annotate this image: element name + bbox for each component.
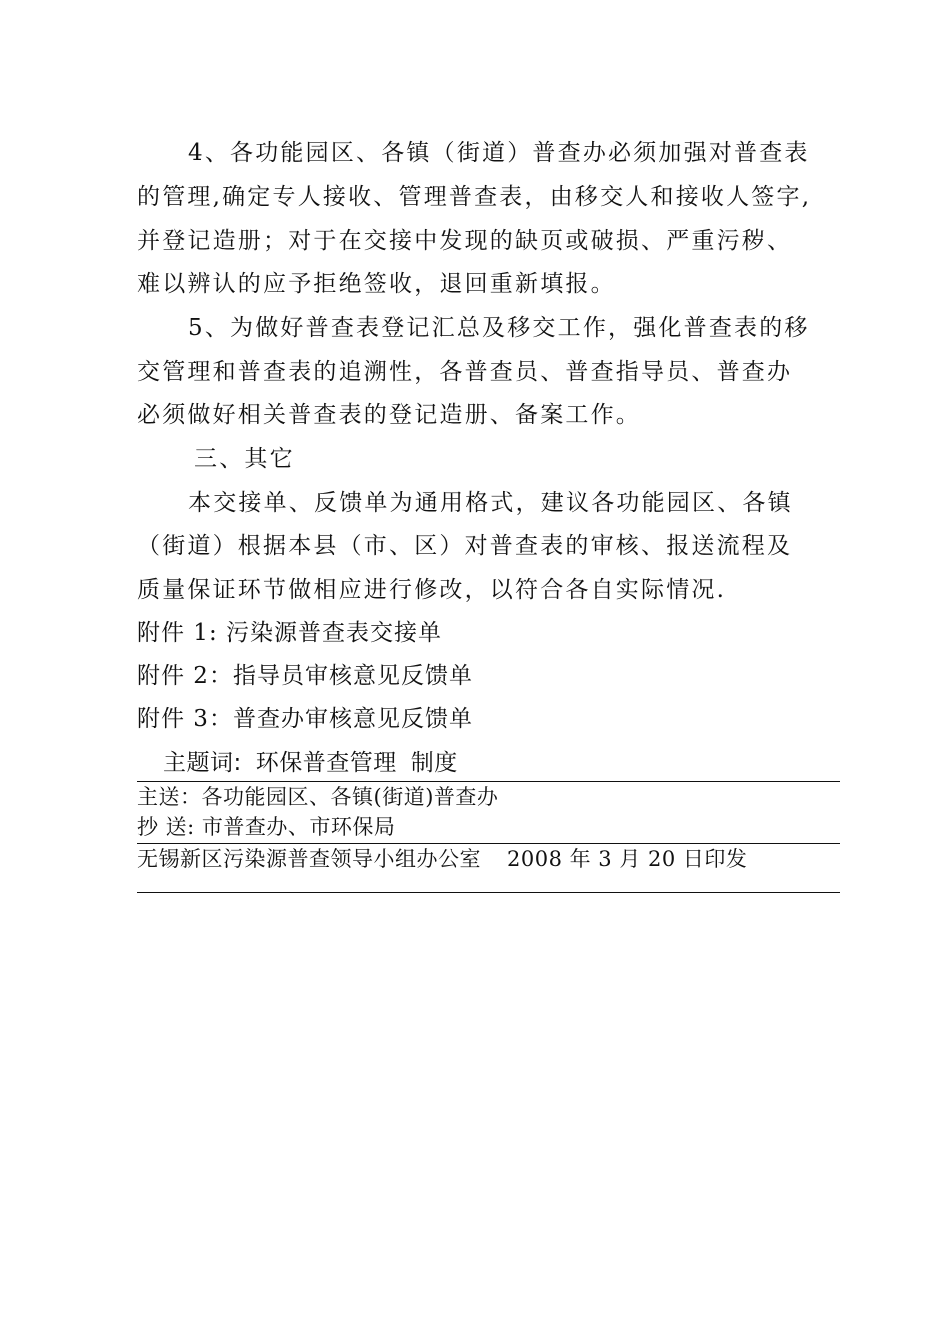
attachment-2: 附件 2：指导员审核意见反馈单 — [137, 663, 473, 689]
item4-line-2: 的管理,确定专人接收、管理普查表，由移交人和接收人签字, — [137, 184, 812, 210]
section3-line-1: 本交接单、反馈单为通用格式，建议各功能园区、各镇 — [188, 490, 793, 516]
issuer-line — [137, 849, 747, 870]
item4-line-4: 难以辨认的应予拒绝签收，退回重新填报。 — [137, 271, 616, 297]
issuer: 无锡新区污染源普查领导小组办公室 — [137, 847, 481, 871]
item4-line-3: 并登记造册；对于在交接中发现的缺页或破损、严重污秽、 — [137, 228, 793, 254]
cc-recipients: 抄 送: 市普查办、市环保局 — [137, 815, 396, 839]
item5-line-3: 必须做好相关普查表的登记造册、备案工作。 — [137, 402, 641, 428]
keywords-row — [163, 752, 458, 775]
keyword-term-2: 制度 — [410, 750, 458, 776]
section3-line-2: （街道）根据本县（市、区）对普查表的审核、报送流程及 — [137, 533, 793, 559]
issue-date: 2008 年 3 月 20 日印发 — [507, 847, 748, 871]
main-recipients: 主送：各功能园区、各镇(街道)普查办 — [137, 785, 499, 809]
section3-line-3: 质量保证环节做相应进行修改，以符合各自实际情况. — [137, 577, 727, 603]
attachment-3: 附件 3：普查办审核意见反馈单 — [137, 706, 473, 732]
item5-line-1: 5、为做好普查表登记汇总及移交工作，强化普查表的移 — [188, 315, 810, 341]
divider-top — [137, 781, 840, 782]
attachment-1: 附件 1: 污染源普查表交接单 — [137, 620, 443, 646]
keywords-label: 主题词: — [163, 750, 242, 776]
section3-heading: 三、其它 — [194, 446, 295, 472]
item4-line-1: 4、各功能园区、各镇（街道）普查办必须加强对普查表 — [188, 140, 810, 166]
divider-bottom — [137, 892, 840, 893]
divider-middle — [137, 843, 840, 844]
item5-line-2: 交管理和普查表的追溯性，各普查员、普查指导员、普查办 — [137, 359, 793, 385]
keyword-term-1: 环保普查管理 — [255, 750, 397, 776]
